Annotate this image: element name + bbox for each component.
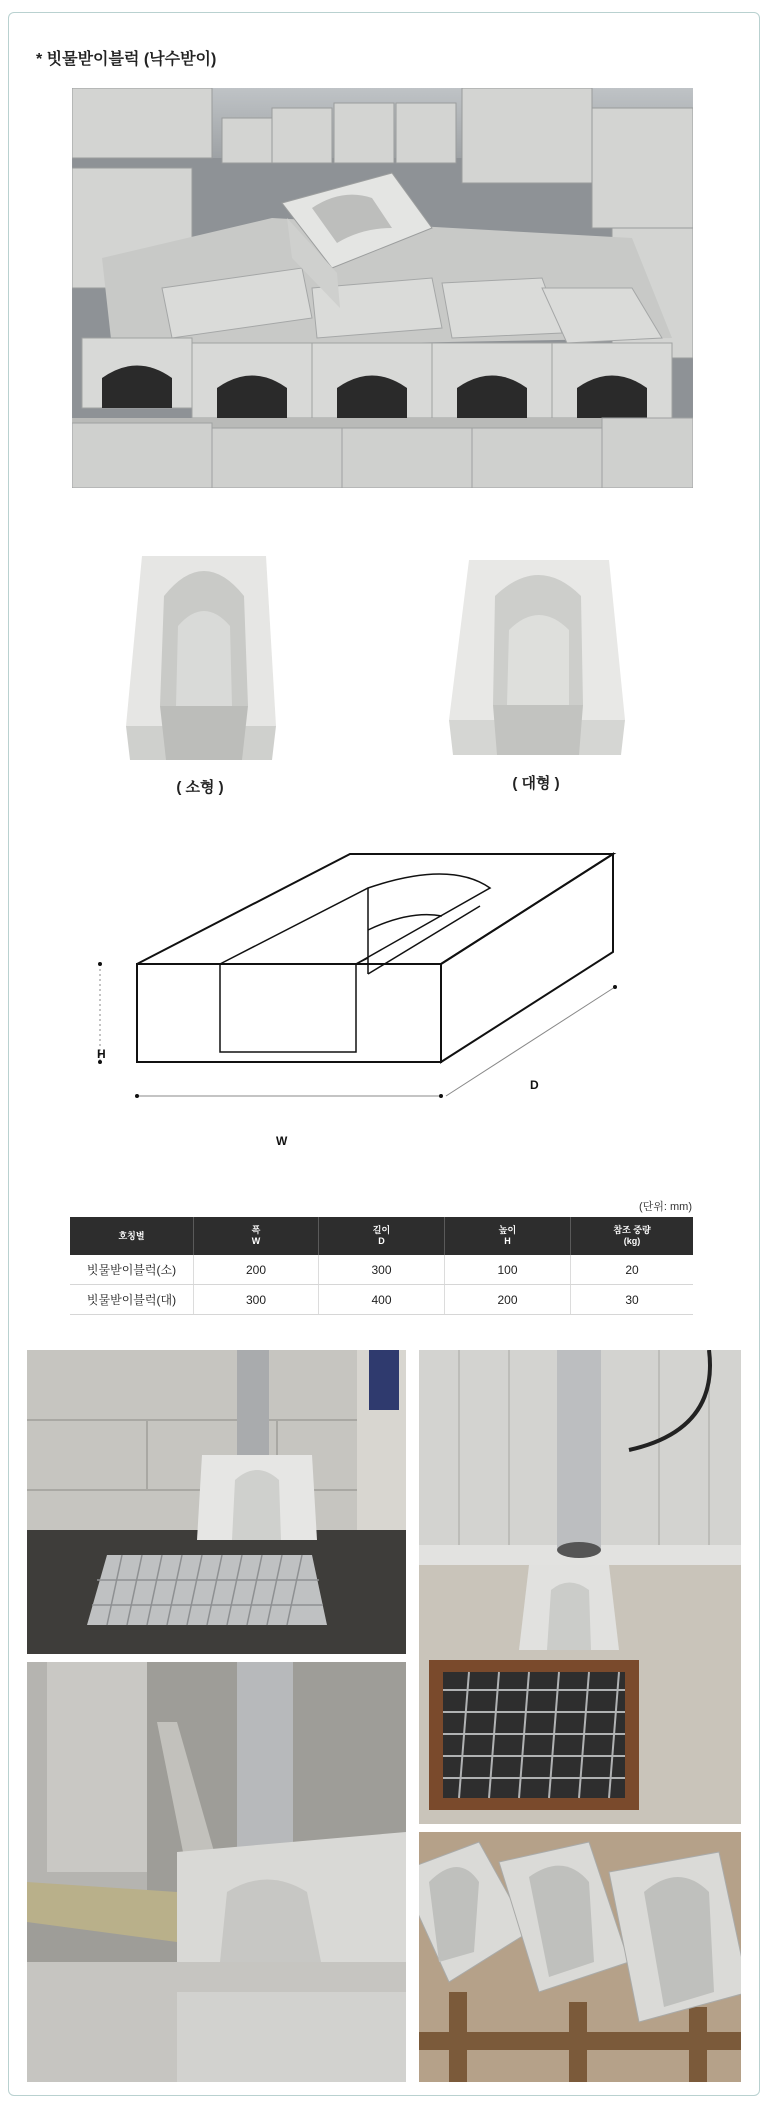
- width-label: W: [276, 1134, 288, 1148]
- table-cell: 20: [571, 1255, 694, 1285]
- table-cell: 30: [571, 1285, 694, 1315]
- table-row: [70, 1255, 693, 1285]
- large-block-caption: ( 대형 ): [512, 775, 560, 792]
- page-title: * 빗물받이블럭 (낙수받이): [36, 51, 217, 68]
- block-dimension-diagram: [80, 840, 640, 1150]
- table-cell: 300: [194, 1285, 319, 1315]
- install-photo-wall-grate: [419, 1350, 741, 1824]
- table-cell: 빗물받이블럭(대): [70, 1285, 194, 1315]
- header-width: 폭 W: [194, 1217, 319, 1255]
- install-photo-column: [27, 1662, 406, 2082]
- table-cell: 400: [319, 1285, 445, 1315]
- depth-label: D: [530, 1078, 539, 1092]
- small-block-caption: ( 소형 ): [176, 779, 224, 796]
- spec-table: [70, 1217, 693, 1315]
- height-label: H: [97, 1047, 106, 1061]
- table-cell: 100: [445, 1255, 571, 1285]
- table-cell: 200: [445, 1285, 571, 1315]
- table-cell: 빗물받이블럭(소): [70, 1255, 194, 1285]
- table-cell: 200: [194, 1255, 319, 1285]
- install-photo-grate: [27, 1350, 406, 1654]
- header-weight: 참조 중량 (kg): [571, 1217, 694, 1255]
- stacked-blocks-photo: [72, 88, 693, 488]
- small-block-photo: [126, 556, 278, 760]
- unit-note: (단위: mm): [638, 1201, 692, 1213]
- header-name: 호칭별: [70, 1217, 194, 1255]
- header-length: 길이 D: [319, 1217, 445, 1255]
- table-row: [70, 1285, 693, 1315]
- table-cell: 300: [319, 1255, 445, 1285]
- header-height: 높이 H: [445, 1217, 571, 1255]
- blocks-on-pallet-photo: [419, 1832, 741, 2082]
- table-header-row: [70, 1217, 693, 1255]
- large-block-photo: [449, 560, 625, 755]
